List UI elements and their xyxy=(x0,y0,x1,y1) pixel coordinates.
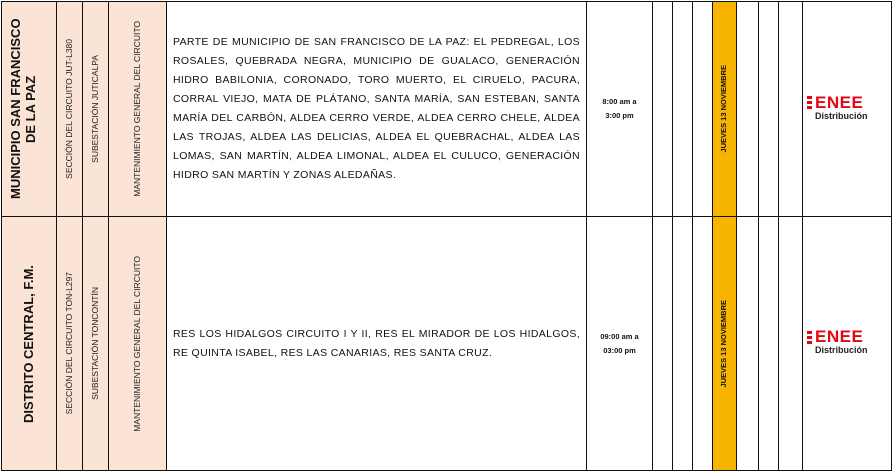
subestacion-cell xyxy=(83,2,109,217)
empty-cell xyxy=(759,2,779,217)
horario-cell xyxy=(587,2,653,217)
seccion-label: SECCIÓN DEL CIRCUITO JUT-L380 xyxy=(63,39,74,179)
municipio-cell xyxy=(2,2,57,217)
trabajo-cell xyxy=(109,2,167,217)
hora-inicio: 8:00 am a xyxy=(602,97,637,106)
fecha-cell xyxy=(713,2,737,217)
sectores-cell xyxy=(167,2,587,217)
logo-sub: Distribución xyxy=(815,345,868,355)
enee-bars-icon xyxy=(807,331,812,344)
hora-inicio: 09:00 am a xyxy=(600,331,639,341)
logo-cell xyxy=(803,217,892,471)
fecha-cell xyxy=(713,217,737,471)
empty-cell xyxy=(693,217,713,471)
sectores-text: PARTE DE MUNICIPIO DE SAN FRANCISCO DE LA PAZ: EL PEDREGAL, LOS ROSALES, QUEBRADA NEGRA, MUNICIPIO DE GUALACO, GENERACIÓN HIDRO BABILONIA, CORONADO, TORO MUERTO, EL CIRUELO, PACURA, CORRAL VIEJO, MATA DE PLÁTANO, SANTA MARÍA, SAN ESTEBAN, SANTA MARÍA DEL CARBÓN, ALDEA CERRO VERDE, ALDEA CERRO CHELE, ALDEA LAS TROJAS, ALDEA LAS DELICIAS, ALDEA EL QUEBRACHAL, ALDEA LAS LOMAS, SAN MARTÍN, ALDEA LIMONAL, ALDEA EL CULUCO, GENERACIÓN HIDRO SAN MARTÍN Y ZONAS ALEDAÑAS. xyxy=(173,36,580,181)
empty-cell xyxy=(737,217,759,471)
sectores-cell xyxy=(167,217,587,471)
enee-logo xyxy=(807,329,868,355)
empty-cell xyxy=(653,217,673,471)
empty-cell xyxy=(737,2,759,217)
empty-cell xyxy=(693,2,713,217)
empty-cell xyxy=(759,217,779,471)
table-row xyxy=(2,217,892,471)
schedule-table xyxy=(1,1,892,471)
seccion-cell xyxy=(57,2,83,217)
logo-brand: ENEE xyxy=(815,327,864,346)
seccion-label: SECCIÓN DEL CIRCUITO TON-L297 xyxy=(63,272,74,415)
trabajo-label: MANTENIMIENTO GENERAL DEL CIRCUITO xyxy=(131,21,142,197)
empty-cell xyxy=(779,2,803,217)
empty-cell xyxy=(653,2,673,217)
logo-sub: Distribución xyxy=(815,110,868,121)
trabajo-cell xyxy=(109,217,167,471)
hora-fin: 3:00 pm xyxy=(605,111,634,120)
municipio-label: MUNICIPIO SAN FRANCISCO DE LA PAZ xyxy=(8,18,38,200)
seccion-cell xyxy=(57,217,83,471)
subestacion-label: SUBESTACIÓN JUTICALPA xyxy=(89,55,100,163)
hora-fin: 03:00 pm xyxy=(603,345,636,355)
table-row xyxy=(2,2,892,217)
enee-bars-icon xyxy=(807,96,812,109)
logo-cell xyxy=(803,2,892,217)
fecha-label: JUEVES 13 NOVIEMBRE xyxy=(719,65,729,153)
municipio-label: DISTRITO CENTRAL, F.M. xyxy=(20,264,36,423)
municipio-cell xyxy=(2,217,57,471)
horario-cell xyxy=(587,217,653,471)
logo-brand: ENEE xyxy=(815,92,864,112)
enee-logo xyxy=(807,92,868,121)
empty-cell xyxy=(779,217,803,471)
fecha-label: JUEVES 13 NOVIEMBRE xyxy=(719,299,729,388)
empty-cell xyxy=(673,2,693,217)
trabajo-label: MANTENIMIENTO GENERAL DEL CIRCUITO xyxy=(131,255,142,432)
sectores-text: RES LOS HIDALGOS CIRCUITO I Y II, RES EL MIRADOR DE LOS HIDALGOS, RE QUINTA ISABEL, RES LAS CANARIAS, RES SANTA CRUZ. xyxy=(173,327,580,359)
empty-cell xyxy=(673,217,693,471)
subestacion-label: SUBESTACIÓN TONCONTÍN xyxy=(89,287,100,400)
subestacion-cell xyxy=(83,217,109,471)
